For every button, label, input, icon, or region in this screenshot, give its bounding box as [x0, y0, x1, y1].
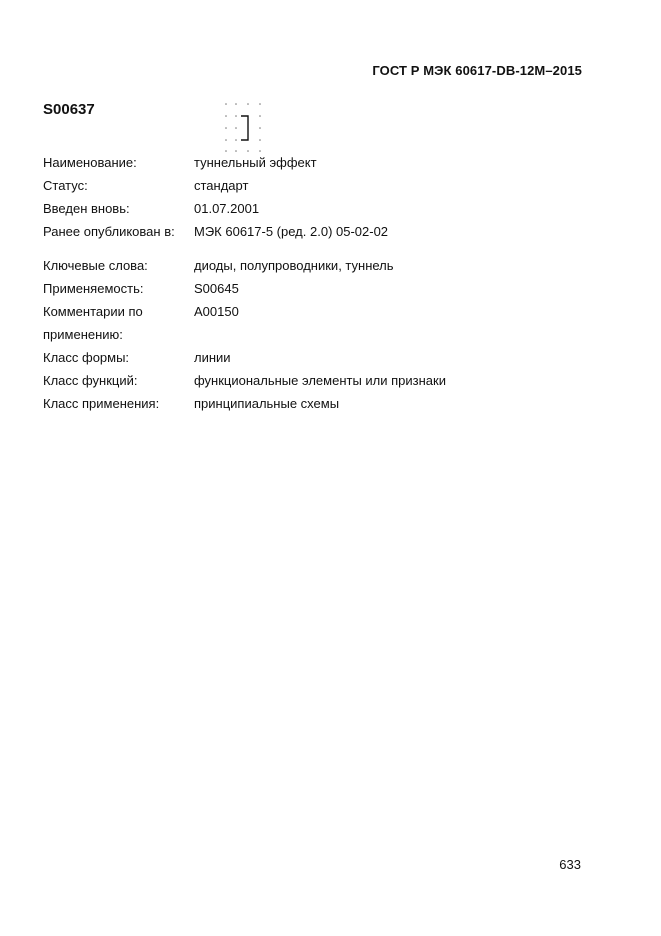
property-value: принципиальные схемы	[194, 396, 340, 411]
property-value: стандарт	[194, 178, 249, 193]
property-label	[43, 303, 193, 343]
property-value: A00150	[194, 304, 239, 319]
property-label: Наименование:	[43, 155, 137, 170]
property-label-line2: применению:	[43, 327, 123, 342]
grid-dots	[225, 103, 261, 152]
property-label: Класс применения:	[43, 396, 160, 411]
document-code: ГОСТ Р МЭК 60617-DB-12M–2015	[372, 63, 582, 78]
bracket-mark	[241, 116, 248, 140]
property-label: Класс формы:	[43, 350, 130, 365]
tunnel-effect-symbol-icon	[220, 100, 266, 154]
property-value: линии	[194, 350, 231, 365]
symbol-code: S00637	[43, 101, 95, 118]
property-label: Применяемость:	[43, 281, 144, 296]
page-number: 633	[559, 857, 581, 872]
property-value: 01.07.2001	[194, 201, 260, 216]
property-value: МЭК 60617-5 (ред. 2.0) 05-02-02	[194, 224, 389, 239]
property-value: туннельный эффект	[194, 155, 317, 170]
property-label-line1: Комментарии по	[43, 304, 143, 319]
property-value: диоды, полупроводники, туннель	[194, 258, 394, 273]
property-label: Ранее опубликован в:	[43, 224, 175, 239]
property-value: S00645	[194, 281, 239, 296]
property-label: Статус:	[43, 178, 88, 193]
property-value: функциональные элементы или признаки	[194, 373, 446, 388]
property-label: Введен вновь:	[43, 201, 130, 216]
property-label: Класс функций:	[43, 373, 138, 388]
property-label: Ключевые слова:	[43, 258, 148, 273]
